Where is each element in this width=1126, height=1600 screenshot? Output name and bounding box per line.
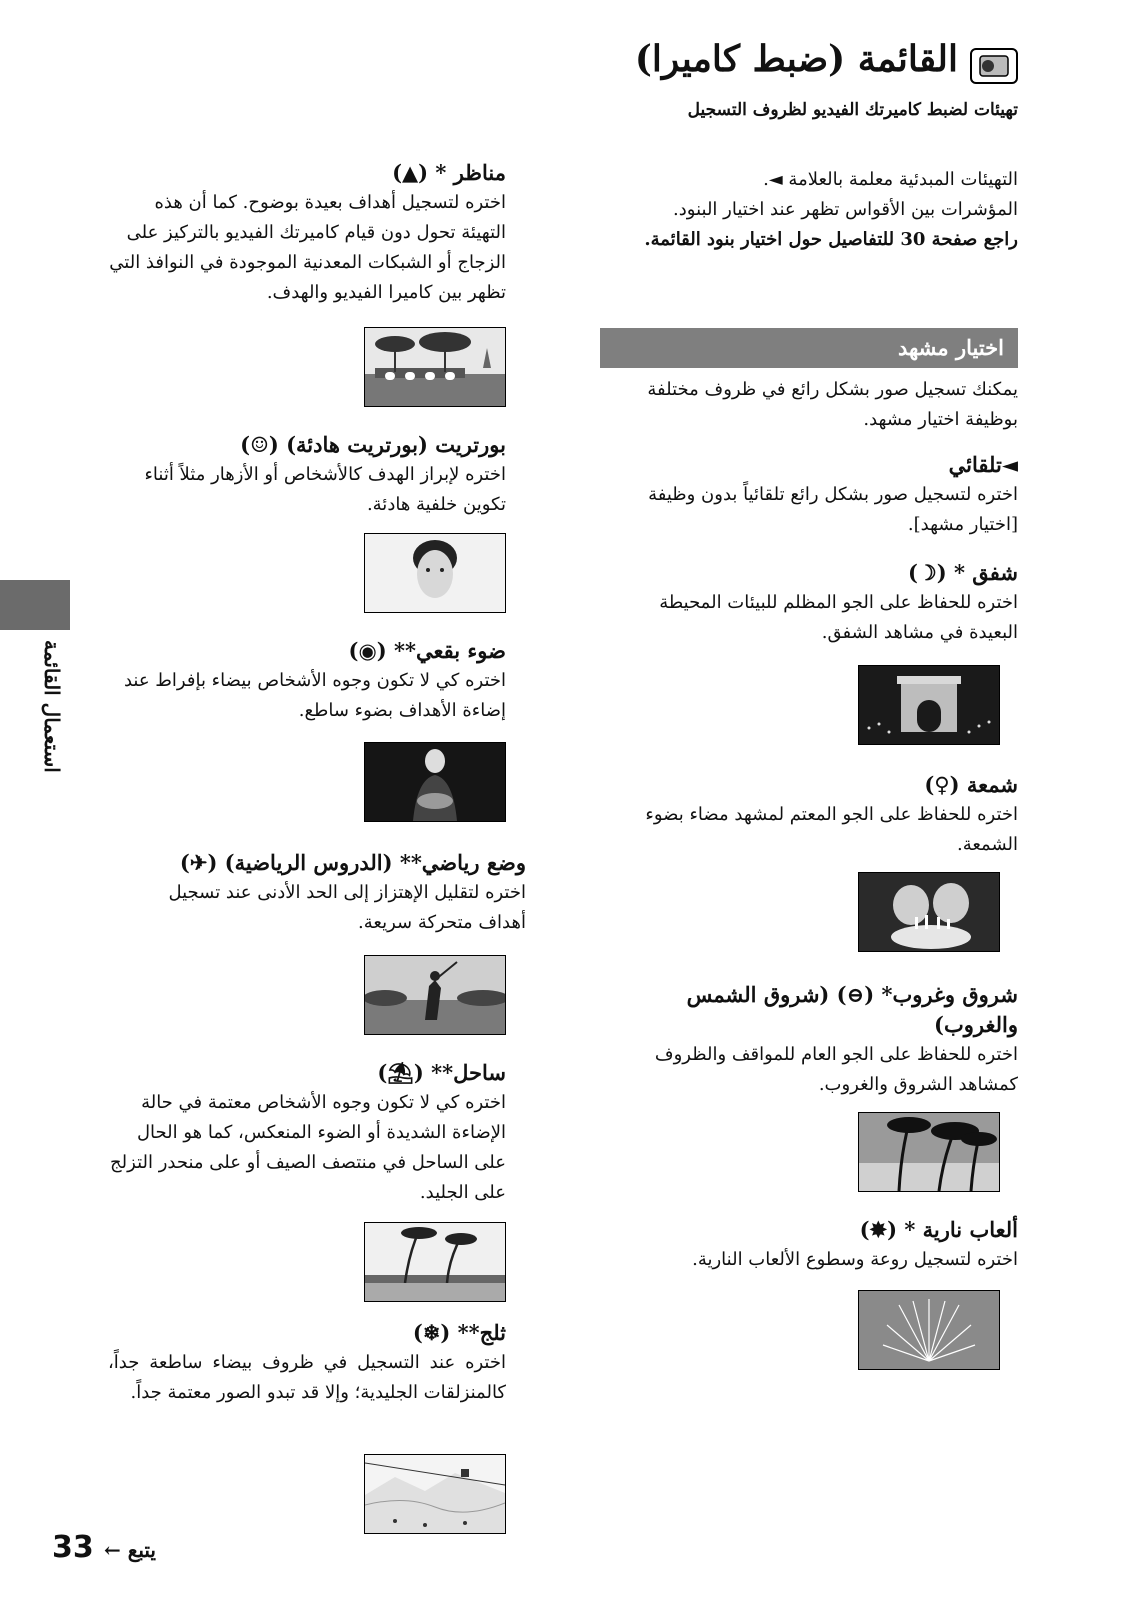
item-landscape: [108, 158, 506, 308]
page-subtitle: تهيئات لضبط كاميرتك الفيديو لظروف التسجيل: [687, 100, 1018, 120]
twilight-photo: [858, 665, 1000, 745]
sports-photo: [364, 955, 506, 1035]
intro-line-3: راجع صفحة 30 للتفاصيل حول اختيار بنود القائمة.: [644, 229, 1018, 250]
portrait-photo: [364, 533, 506, 613]
section-description: يمكنك تسجيل صور بشكل رائع في ظروف مختلفة بوظيفة اختيار مشهد.: [647, 379, 1018, 430]
item-sunrise-sunset: [608, 980, 1018, 1100]
camera-menu-icon: [970, 48, 1018, 84]
item-heading: ◄تلقائي: [948, 452, 1018, 477]
item-text: اختره للحفاظ على الجو المظلم للبيئات المحيطة البعيدة في مشاهد الشفق.: [659, 592, 1018, 643]
continue-label: يتبع ←: [104, 1538, 157, 1562]
header: [458, 38, 1018, 138]
item-heading: شمعة (♀): [924, 772, 1018, 797]
item-heading: ضوء بقعي** (◉): [348, 638, 506, 663]
item-text: اختره لإبراز الهدف كالأشخاص أو الأزهار مثلاً أثناء تكوين خلفية هادئة.: [144, 464, 506, 515]
intro-block: [598, 165, 1018, 255]
snow-photo: [364, 1454, 506, 1534]
item-portrait: [108, 430, 506, 520]
candle-photo: [858, 872, 1000, 952]
item-text: اختره كي لا تكون وجوه الأشخاص معتمة في حالة الإضاءة الشديدة أو الضوء المنعكس، كما هو الحال على الساحل في منتصف الصيف أو على منحدر التزلج على الجليد.: [110, 1092, 506, 1203]
beach-photo: [364, 1222, 506, 1302]
item-fireworks: [608, 1215, 1018, 1275]
side-tab-label: استعمال القائمة: [40, 640, 64, 773]
item-text: اختره لتسجيل روعة وسطوع الألعاب النارية.: [692, 1249, 1018, 1270]
item-heading: ساحل** (⛱): [377, 1060, 506, 1085]
item-text: اختره لتسجيل أهداف بعيدة بوضوح. كما أن هذه التهيئة تحول دون قيام كاميرتك الفيديو بالتركيز على الزجاج أو الشبكات المعدنية الموجودة في النوافذ التي تظهر بين كاميرا الفيديو والهدف.: [109, 192, 506, 303]
item-snow: [108, 1318, 506, 1408]
spotlight-photo: [364, 742, 506, 822]
item-twilight: [608, 558, 1018, 648]
section-title: اختيار مشهد: [897, 335, 1004, 360]
item-text: اختره عند التسجيل في ظروف بيضاء ساطعة جداً، كالمنزلقات الجليدية؛ وإلا قد تبدو الصور معتمة جداً.: [108, 1352, 506, 1403]
item-sports: [108, 848, 526, 938]
item-text: اختره للحفاظ على الجو المعتم لمشهد مضاء بضوء الشمعة.: [645, 804, 1018, 855]
intro-line-2: المؤشرات بين الأقواس تظهر عند اختيار البنود.: [673, 199, 1018, 220]
fireworks-photo: [858, 1290, 1000, 1370]
item-auto: [608, 450, 1018, 540]
page-title: القائمة (ضبط كاميرا): [634, 38, 958, 80]
item-spotlight: [108, 636, 506, 726]
item-beach: [108, 1058, 506, 1208]
item-heading: ثلج** (❄): [412, 1320, 506, 1345]
item-heading: شفق * (☽): [907, 560, 1018, 585]
item-heading: شروق وغروب* (⊖) (شروق الشمس والغروب): [686, 982, 1018, 1037]
item-candle: [608, 770, 1018, 860]
sunset-photo: [858, 1112, 1000, 1192]
item-text: اختره لتسجيل صور بشكل رائع تلقائياً بدون وظيفة [اختيار مشهد].: [648, 484, 1018, 535]
item-text: اختره كي لا تكون وجوه الأشخاص بيضاء بإفراط عند إضاءة الأهداف بضوء ساطع.: [123, 670, 506, 721]
item-text: اختره للحفاظ على الجو العام للمواقف والظروف كمشاهد الشروق والغروب.: [654, 1044, 1018, 1095]
item-heading: وضع رياضي** (الدروس الرياضية) (✈): [179, 850, 526, 875]
item-text: اختره لتقليل الإهتزاز إلى الحد الأدنى عند تسجيل أهداف متحركة سريعة.: [168, 882, 526, 933]
section-bar: [600, 328, 1018, 368]
item-heading: ألعاب نارية * (✸): [859, 1217, 1018, 1242]
item-heading: مناظر * (▲): [392, 160, 506, 185]
side-tab-marker: [0, 580, 70, 630]
landscape-photo: [364, 327, 506, 407]
item-heading: بورتريت (بورتريت هادئة) (☺): [240, 432, 506, 457]
page-number: 33: [52, 1530, 94, 1565]
intro-line-1: التهيئات المبدئية معلمة بالعلامة ◄.: [763, 169, 1018, 190]
